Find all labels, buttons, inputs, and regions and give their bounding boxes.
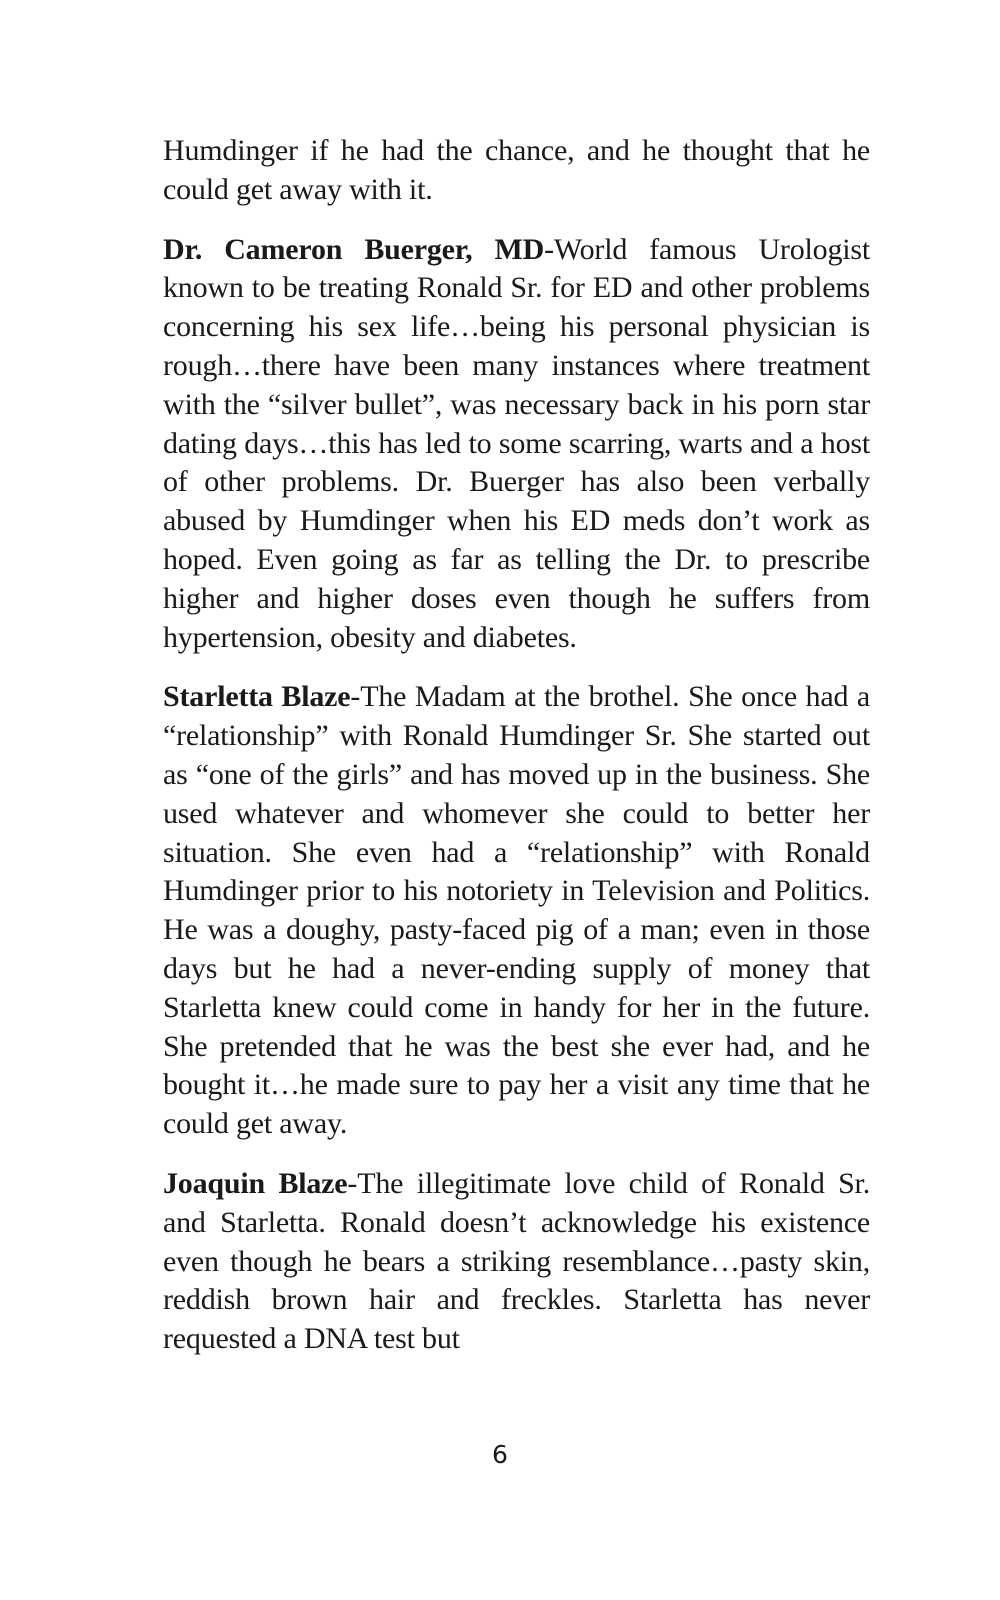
paragraph-joaquin-blaze xyxy=(163,1165,870,1359)
character-description: -The illegitimate love child of Ronald Sr. and Starletta. Ronald doesn’t acknowledge his existence even though he bears a striking resemblance…pasty skin, reddish brown hair and freckles. Starletta has never requested a DNA test but xyxy=(163,1166,870,1356)
character-name: Starletta Blaze xyxy=(163,680,351,714)
paragraph-continuation xyxy=(163,132,870,210)
character-name: Joaquin Blaze xyxy=(163,1166,348,1200)
paragraph-dr-cameron-buerger xyxy=(163,231,870,658)
character-name: Dr. Cameron Buerger, MD xyxy=(163,232,545,266)
character-description: -The Madam at the brothel. She once had a “relationship” with Ronald Humdinger Sr. She started out as “one of the girls” and has moved up in the business. She used whatever and whomever she could to better her situation. She even had a “relationship” with Ronald Humdinger prior to his notoriety in Television and Politics. He was a doughy, pasty-faced pig of a man; even in those days but he had a never-ending supply of money that Starletta knew could come in handy for her in the future. She pretended that he was the best she ever had, and he bought it…he made sure to pay her a visit any time that he could get away. xyxy=(163,680,870,1141)
paragraph-starletta-blaze xyxy=(163,678,870,1144)
page-number: 6 xyxy=(492,1440,508,1469)
paragraph-text: Humdinger if he had the chance, and he thought that he could get away with it. xyxy=(163,134,870,206)
character-description: -World famous Urologist known to be treating Ronald Sr. for ED and other problems concerning his sex life…being his personal physician is rough…there have been many instances where treatment with the “silver bullet”, was necessary back in his porn star dating days…this has led to some scarring, warts and a host of other problems. Dr. Buerger has also been verbally abused by Humdinger when his ED meds don’t work as hoped. Even going as far as telling the Dr. to prescribe higher and higher doses even though he suffers from hypertension, obesity and diabetes. xyxy=(163,232,870,654)
body-text xyxy=(163,132,870,1380)
